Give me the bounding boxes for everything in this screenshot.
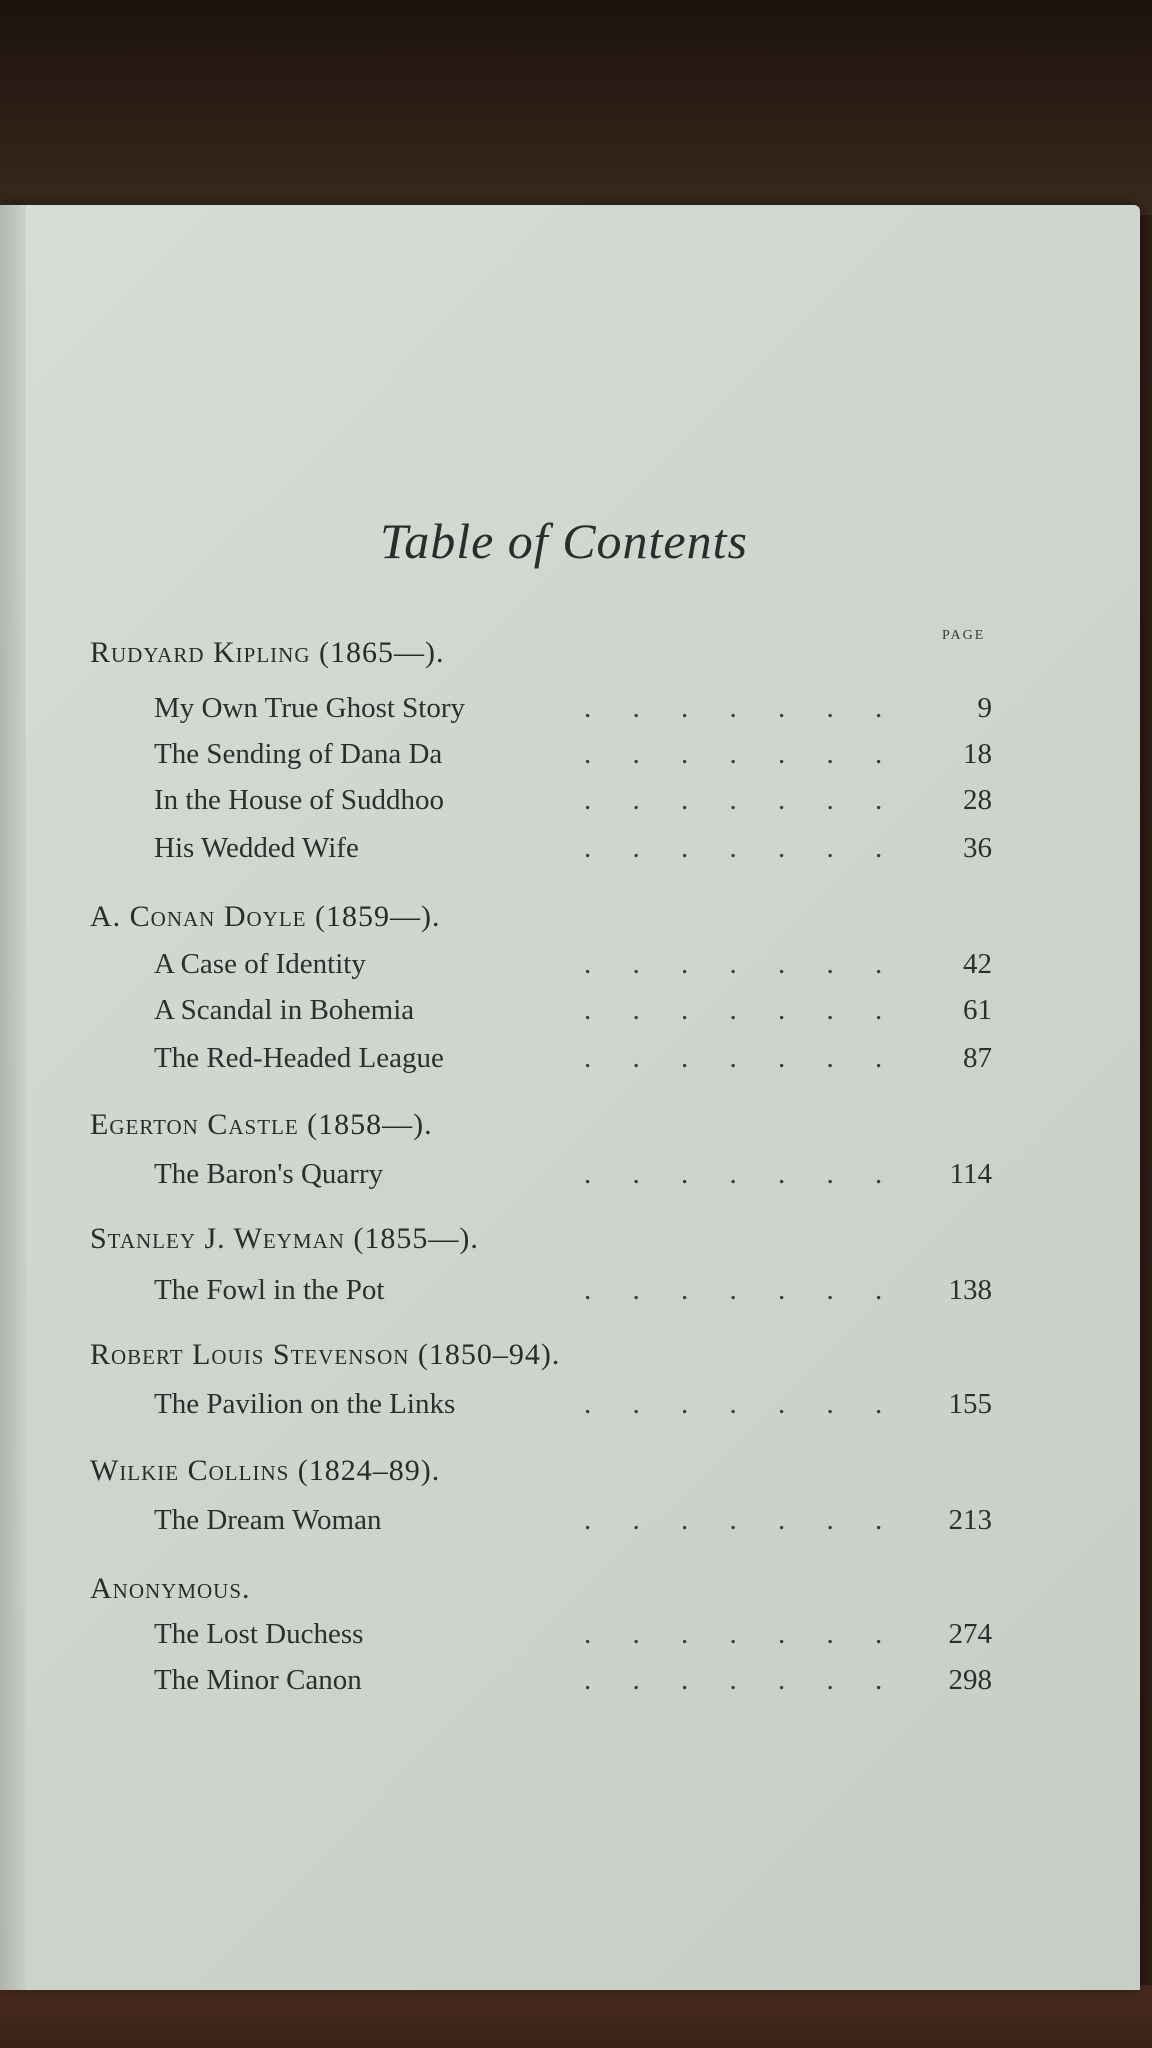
entry-title: My Own True Ghost Story	[154, 692, 465, 724]
toc-entry[interactable]	[154, 1504, 992, 1544]
entry-title: The Fowl in the Pot	[154, 1274, 385, 1306]
entry-page-number: 298	[948, 1664, 992, 1696]
entry-title: The Sending of Dana Da	[154, 738, 443, 770]
toc-entry[interactable]	[154, 832, 992, 872]
dot-leader: . . . . . . .	[584, 692, 900, 724]
dot-leader: . . . . . . .	[584, 1042, 900, 1074]
background-bottom	[0, 1985, 1152, 2048]
toc-entry[interactable]	[154, 1388, 992, 1428]
entry-page-number: 9	[977, 692, 992, 724]
dot-leader: . . . . . . .	[584, 1618, 900, 1650]
toc-entry[interactable]	[154, 738, 992, 778]
entry-page-number: 155	[948, 1388, 992, 1420]
dot-leader: . . . . . . .	[584, 1664, 900, 1696]
toc-entry[interactable]	[154, 1158, 992, 1198]
entry-title: His Wedded Wife	[154, 832, 359, 864]
dot-leader: . . . . . . .	[584, 832, 900, 864]
author-heading: Wilkie Collins (1824–89).	[90, 1454, 441, 1487]
page-spine-shadow	[0, 205, 26, 1990]
entry-title: A Case of Identity	[154, 948, 366, 980]
toc-entry[interactable]	[154, 1274, 992, 1314]
book-page	[0, 205, 1140, 1990]
author-heading: Egerton Castle (1858—).	[90, 1108, 433, 1141]
entry-page-number: 138	[948, 1274, 992, 1306]
dot-leader: . . . . . . .	[584, 784, 900, 816]
entry-title: The Red-Headed League	[154, 1042, 444, 1074]
author-heading: Anonymous.	[90, 1572, 251, 1605]
dot-leader: . . . . . . .	[584, 1504, 900, 1536]
dot-leader: . . . . . . .	[584, 1388, 900, 1420]
toc-entry[interactable]	[154, 1618, 992, 1658]
entry-page-number: 18	[963, 738, 992, 770]
author-heading: A. Conan Doyle (1859—).	[90, 900, 441, 933]
page-column-heading: PAGE	[942, 628, 986, 643]
toc-entry[interactable]	[154, 948, 992, 988]
toc-entry[interactable]	[154, 994, 992, 1034]
dot-leader: . . . . . . .	[584, 994, 900, 1026]
entry-page-number: 87	[963, 1042, 992, 1074]
entry-page-number: 36	[963, 832, 992, 864]
toc-entry[interactable]	[154, 1042, 992, 1082]
author-heading: Rudyard Kipling (1865—).	[90, 636, 445, 669]
entry-page-number: 213	[948, 1504, 992, 1536]
dot-leader: . . . . . . .	[584, 738, 900, 770]
author-heading: Robert Louis Stevenson (1850–94).	[90, 1338, 561, 1371]
entry-page-number: 61	[963, 994, 992, 1026]
entry-title: The Pavilion on the Links	[154, 1388, 456, 1420]
dot-leader: . . . . . . .	[584, 948, 900, 980]
entry-title: The Baron's Quarry	[154, 1158, 384, 1190]
dot-leader: . . . . . . .	[584, 1158, 900, 1190]
background-top	[0, 0, 1152, 215]
author-heading: Stanley J. Weyman (1855—).	[90, 1222, 479, 1255]
dot-leader: . . . . . . .	[584, 1274, 900, 1306]
entry-page-number: 114	[949, 1158, 992, 1190]
entry-page-number: 28	[963, 784, 992, 816]
entry-title: The Dream Woman	[154, 1504, 382, 1536]
toc-entry[interactable]	[154, 784, 992, 824]
toc-entry[interactable]	[154, 1664, 992, 1704]
entry-title: The Minor Canon	[154, 1664, 362, 1696]
entry-title: The Lost Duchess	[154, 1618, 364, 1650]
entry-page-number: 42	[963, 948, 992, 980]
toc-entry[interactable]	[154, 692, 992, 732]
entry-title: A Scandal in Bohemia	[154, 994, 415, 1026]
entry-title: In the House of Suddhoo	[154, 784, 444, 816]
page-title: Table of Contents	[380, 513, 748, 569]
entry-page-number: 274	[948, 1618, 992, 1650]
